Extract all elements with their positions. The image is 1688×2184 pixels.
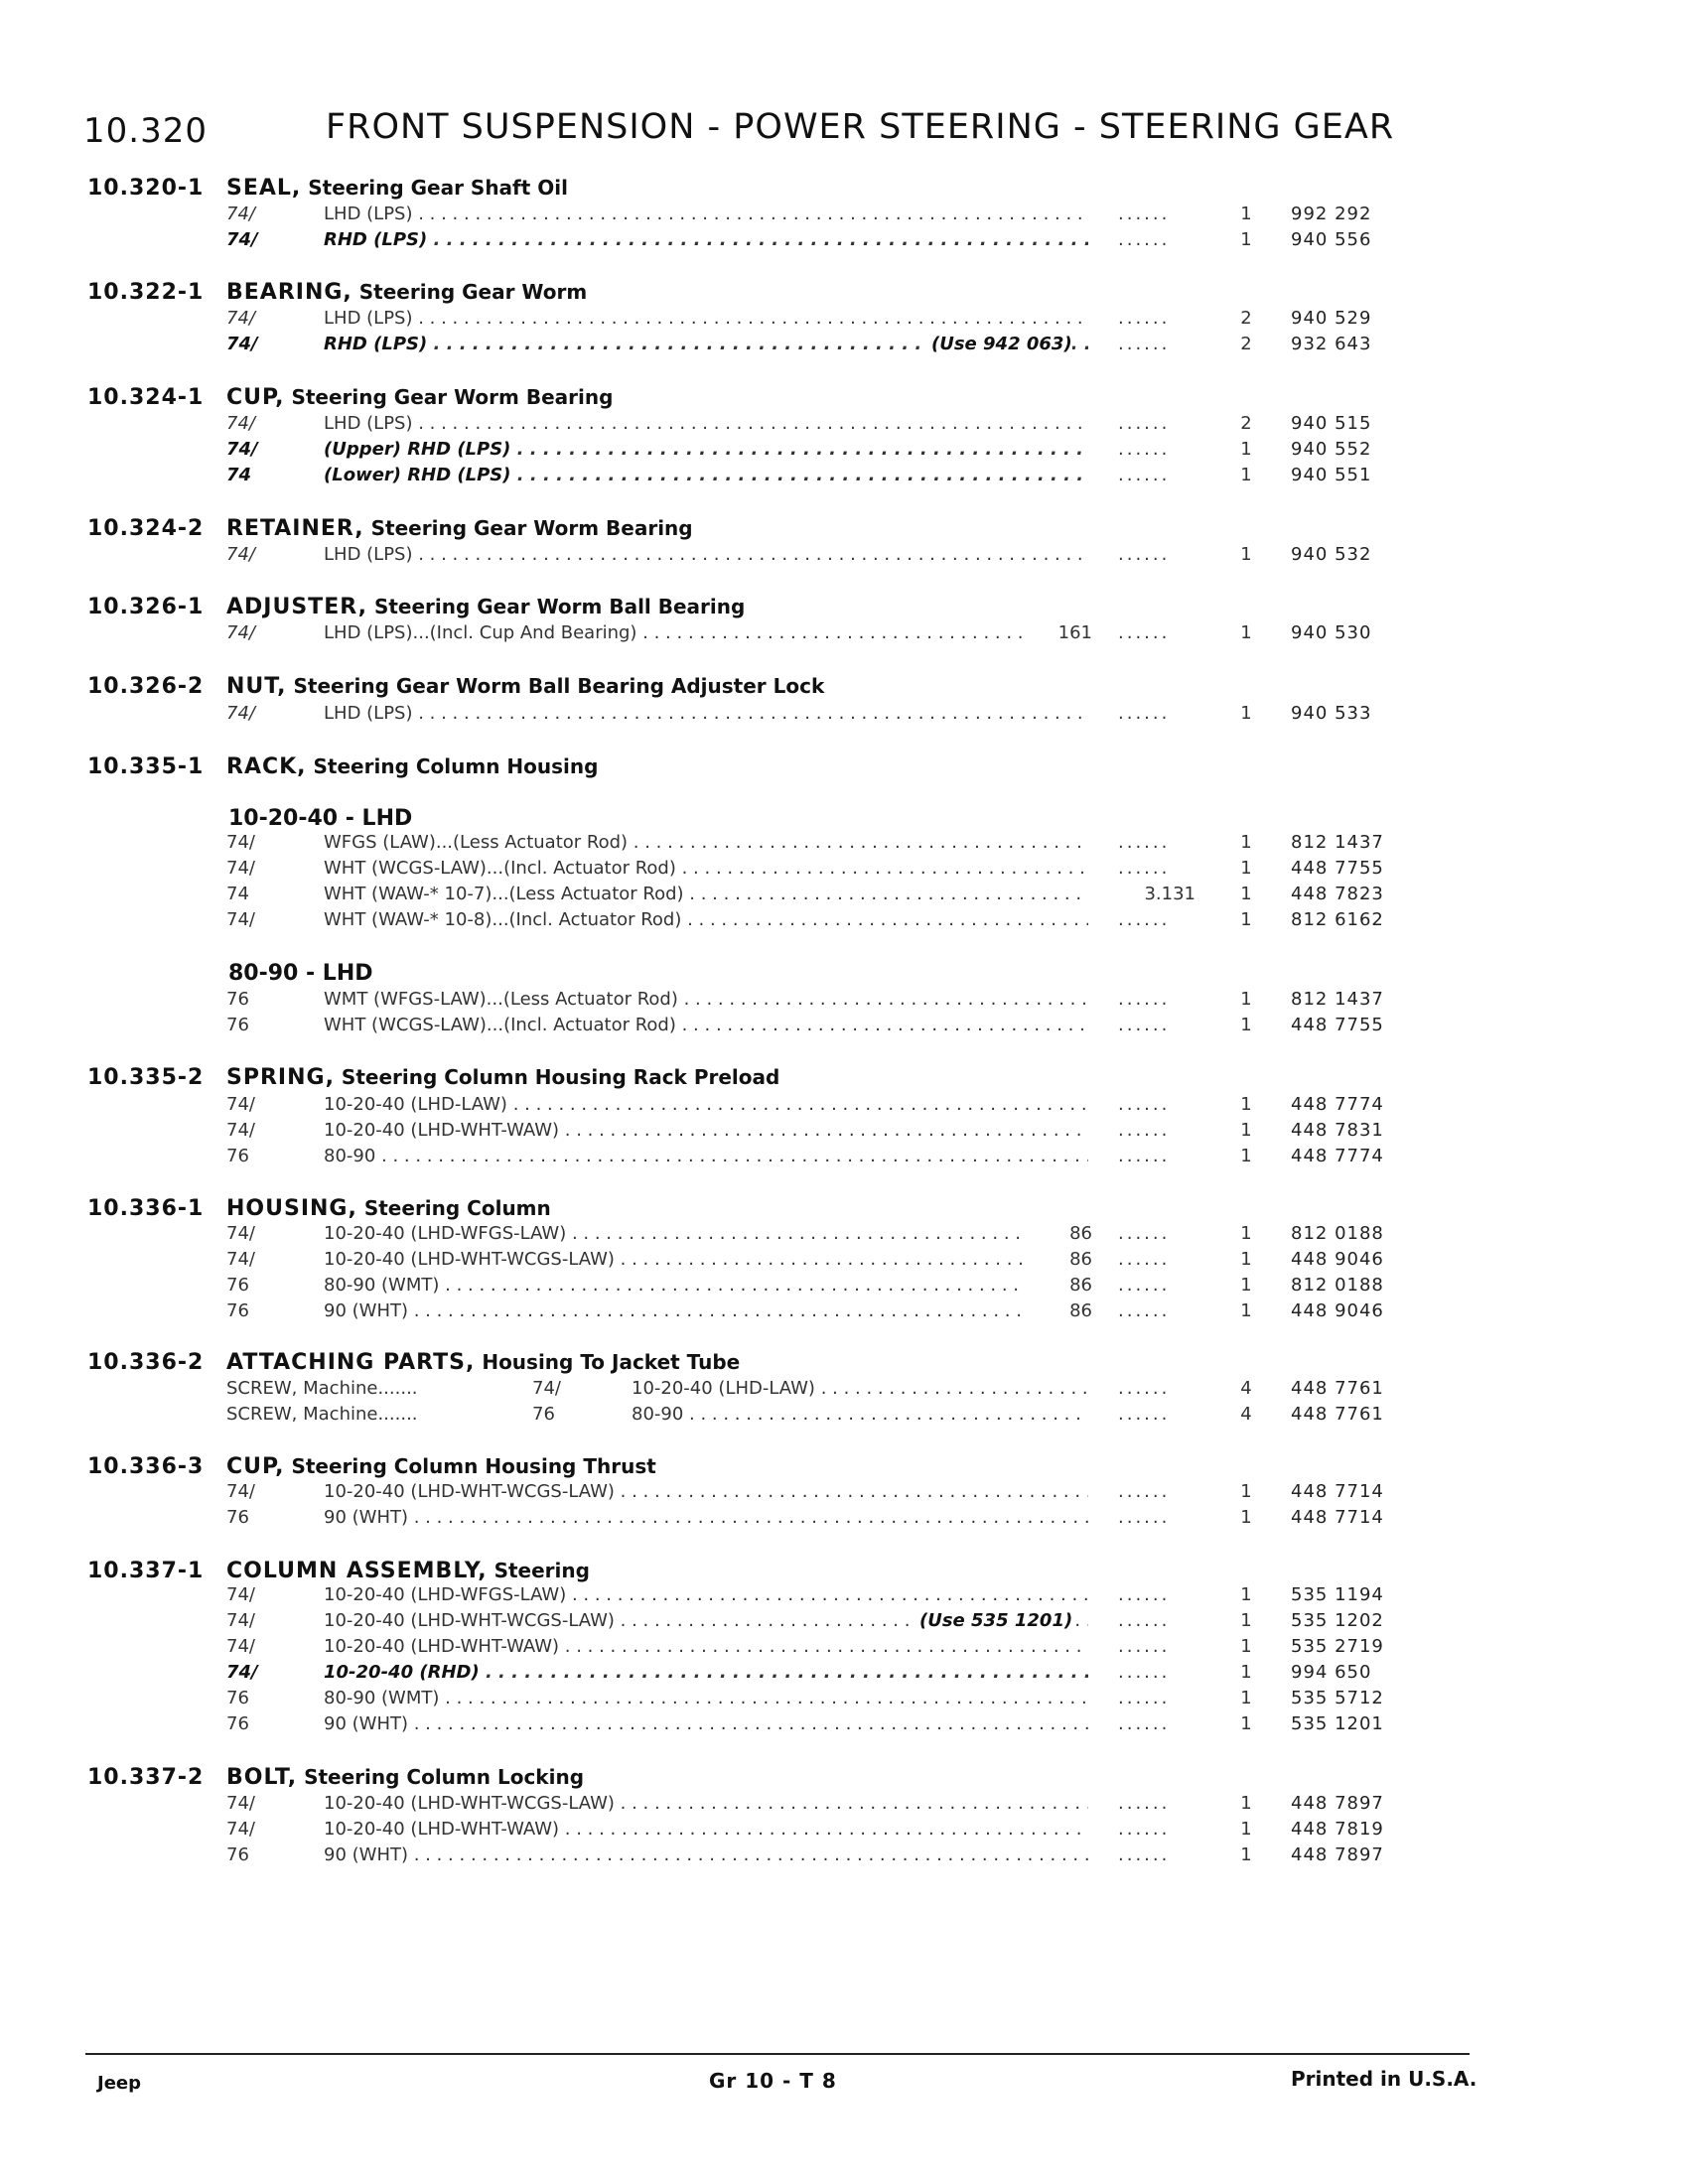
- footer-printed: Printed in U.S.A.: [1291, 2067, 1477, 2091]
- section-title: SEAL, Steering Gear Shaft Oil: [226, 176, 568, 201]
- section-number: 10.336-3: [87, 1454, 205, 1479]
- section-number: 10.326-2: [87, 674, 205, 699]
- illustration-ref: 86: [1023, 1275, 1092, 1296]
- section-title: RACK, Steering Column Housing: [226, 754, 599, 779]
- illustration-ref: 86: [1023, 1300, 1092, 1321]
- use-note: (Use 535 1201): [914, 1610, 1072, 1631]
- section-number: 10.336-2: [87, 1350, 205, 1375]
- illustration-ref: 86: [1023, 1223, 1092, 1244]
- section-number: 10.324-1: [87, 385, 205, 410]
- section-number: 10.335-2: [87, 1065, 205, 1090]
- illustration-ref: 3.131: [1102, 884, 1196, 904]
- section-title: ATTACHING PARTS, Housing To Jacket Tube: [226, 1350, 741, 1375]
- footer-page-ref: Gr 10 - T 8: [709, 2069, 837, 2093]
- page-title: FRONT SUSPENSION - POWER STEERING - STEERING GEAR: [326, 107, 1395, 147]
- section-title: HOUSING, Steering Column: [226, 1196, 551, 1221]
- section-number: 10.337-1: [87, 1559, 205, 1583]
- section-number: 10.336-1: [87, 1196, 205, 1221]
- page-section-number: 10.320: [83, 111, 208, 151]
- section-number: 10.326-1: [87, 595, 205, 619]
- section-title: RETAINER, Steering Gear Worm Bearing: [226, 516, 693, 541]
- section-number: 10.322-1: [87, 280, 205, 305]
- use-note: (Use 942 063): [925, 334, 1072, 354]
- footer-rule: [85, 2053, 1470, 2055]
- illustration-ref: 161: [1023, 622, 1092, 643]
- section-title: CUP, Steering Gear Worm Bearing: [226, 385, 614, 410]
- section-title: CUP, Steering Column Housing Thrust: [226, 1454, 656, 1479]
- section-number: 10.335-1: [87, 754, 205, 779]
- section-number: 10.337-2: [87, 1765, 205, 1790]
- section-title: BOLT, Steering Column Locking: [226, 1765, 585, 1790]
- section-number: 10.320-1: [87, 176, 205, 201]
- parts-catalog-page: 10.320 FRONT SUSPENSION - POWER STEERING - STEERING GEAR 10.320-1 SEAL, Steering Gear Shaft Oil 74/ LHD (LPS) . . . ...... 1 992 292 74/ RHD (LPS) . . . ...... 1 940 556 10.322-1 BEARING, Steering Gear Worm 74/ LHD (LPS) . . . ...... 2 940 529 74/ RHD (LPS) . . . (Use 942 063) ...... 2 932 643 10.324-1 CUP, Steering Gear Worm Bearing 74/ LHD (LPS) . . . ...... 2 940 515 74/ (Upper) RHD (LPS) . . . ...... 1 940 552 74 (Lower) RHD (LPS) . . . ...... 1 940 551 10.324-2 RETAINER, Steering Gear Worm Bearing 74/ LHD (LPS) . . . ...... 1 940 532 10.326-1 ADJUSTER, Steering Gear Worm Ball Bearing 74/ LHD (LPS)...(Incl. Cup And Bearing) . . . 161 ...... 1 940 530 10.326-2 NUT, Steering Gear Worm Ball Bearing Adjuster Lock 74/ LHD (LPS) . . . ...... 1 940 533 10.335-1 RACK, Steering Column Housing 10-20-40 - LHD 74/ WFGS (LAW)...(Less Actuator Rod) . . . ...... 1 812 1437 74/ WHT (WCGS-LAW)...(Incl. Actuator Rod) . . . ...... 1 448 7755 74 WHT (WAW-* 10-7)...(Less Actuator Rod) . . . 3.131 1 448 7823 74/ WHT (WAW-* 10-8)...(Incl. Actuator Rod) . . . ...... 1 812 6162 80-90 - LHD 76 WMT (WFGS-LAW)...(Less Actuator Rod) . . . ...... 1 812 1437 76 WHT (WCGS-LAW)...(Incl. Actuator Rod) . . . ...... 1 448 7755 10.335-2 SPRING, Steering Column Housing Rack Preload 74/ 10-20-40 (LHD-LAW) . . . ...... 1 448 7774 74/ 10-20-40 (LHD-WHT-WAW) . . . ...... 1 448 7831 76 80-90 . . . ...... 1 448 7774 10.336-1 HOUSING, Steering Column 74/ 10-20-40 (LHD-WFGS-LAW) . . . 86 ...... 1 812 0188 74/ 10-20-40 (LHD-WHT-WCGS-LAW) . . . 86 ...... 1 448 9046 76 80-90 (WMT) . . . 86 ...... 1 812 0188 76 90 (WHT) . . . 86 ...... 1 448 9046 10.336-2 ATTACHING PARTS, Housing To Jacket Tube SCREW, Machine....... 74/ 10-20-40 (LHD-LAW) . . . ...... 4 448 7761 SCREW, Machine....... 76 80-90 . . . ...... 4 448 7761 10.336-3 CUP, Steering Column Housing Thrust 74/ 10-20-40 (LHD-WHT-WCGS-LAW) . . . ...... 1 448 7714 76 90 (WHT) . . . ...... 1 448 7714 10.337-1 COLUMN ASSEMBLY, Steering 74/ 10-20-40 (LHD-WFGS-LAW) . . . ...... 1 535 1194 74/ 10-20-40 (LHD-WHT-WCGS-LAW) . . . (Use 535 1201) ...... 1 535 1202 74/ 10-20-40 (LHD-WHT-WAW) . . . ...... 1 535 2719 74/ 10-20-40 (RHD) . . . ...... 1 994 650 76 80-90 (WMT) . . . ...... 1 535 5712 76 90 (WHT) . . . ...... 1 535 1201 10.337-2 BOLT, Steering Column Locking 74/ 10-20-40 (LHD-WHT-WCGS-LAW) . . . ...... 1 448 7897 74/ 10-20-40 (LHD-WHT-WAW) . . . ...... 1 448 7819 76 90 (WHT) . . . ...... 1 448 7897 Jeep Gr 10 - T 8 Printed in U.S.A.: [0, 0, 1688, 2184]
- subheading: 80-90 - LHD: [228, 961, 373, 986]
- section-title: SPRING, Steering Column Housing Rack Preload: [226, 1065, 780, 1090]
- subheading: 10-20-40 - LHD: [228, 806, 413, 831]
- section-title: ADJUSTER, Steering Gear Worm Ball Bearing: [226, 595, 746, 619]
- section-title: COLUMN ASSEMBLY, Steering: [226, 1559, 590, 1583]
- section-number: 10.324-2: [87, 516, 205, 541]
- footer-brand: Jeep: [97, 2073, 141, 2094]
- section-title: NUT, Steering Gear Worm Ball Bearing Adjuster Lock: [226, 674, 825, 699]
- illustration-ref: 86: [1023, 1249, 1092, 1270]
- section-title: BEARING, Steering Gear Worm: [226, 280, 588, 305]
